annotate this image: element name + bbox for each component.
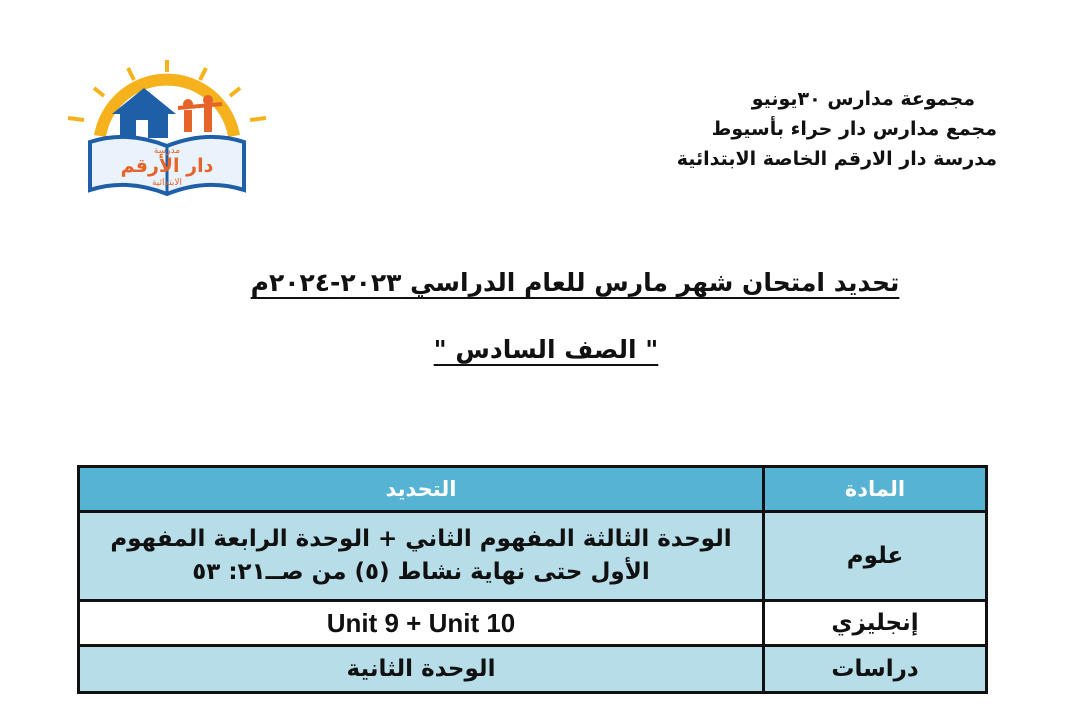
subject-cell: علوم (764, 512, 987, 601)
table-row (79, 646, 987, 693)
table-row (79, 601, 987, 646)
school-header (677, 84, 997, 174)
header-subject: المادة (764, 467, 987, 512)
grade-title-text: " الصف السادس " (433, 335, 659, 364)
exam-title: تحديد امتحان شهر مارس للعام الدراسي ٢٠٢٣-٢٠٢٤م (250, 268, 900, 297)
header-line-1: مجموعة مدارس ٣٠يونيو (751, 88, 975, 110)
grade-title (0, 335, 1080, 364)
header-line-2: مجمع مدارس دار حراء بأسيوط (711, 118, 997, 140)
spec-cell: Unit 9 + Unit 10 (79, 601, 764, 646)
header-spec: التحديد (79, 467, 764, 512)
exam-spec-table (77, 465, 988, 694)
subject-cell: دراسات (764, 646, 987, 693)
spec-line-2: الأول حتى نهاية نشاط (٥) من صــ٢١: ٥٣ (192, 559, 650, 585)
logo-text-top: مدرسة (153, 146, 181, 156)
spec-cell (79, 512, 764, 601)
school-logo (62, 58, 272, 203)
logo-text-main: دار الأرقم (120, 155, 214, 177)
subject-cell: إنجليزي (764, 601, 987, 646)
table-row (79, 512, 987, 601)
table-header-row (79, 467, 987, 512)
spec-cell: الوحدة الثانية (79, 646, 764, 693)
header-line-3: مدرسة دار الارقم الخاصة الابتدائية (676, 148, 997, 170)
logo-text-bottom: الابتدائية (151, 178, 183, 188)
spec-line-1: الوحدة الثالثة المفهوم الثاني + الوحدة الرابعة المفهوم (110, 526, 732, 552)
